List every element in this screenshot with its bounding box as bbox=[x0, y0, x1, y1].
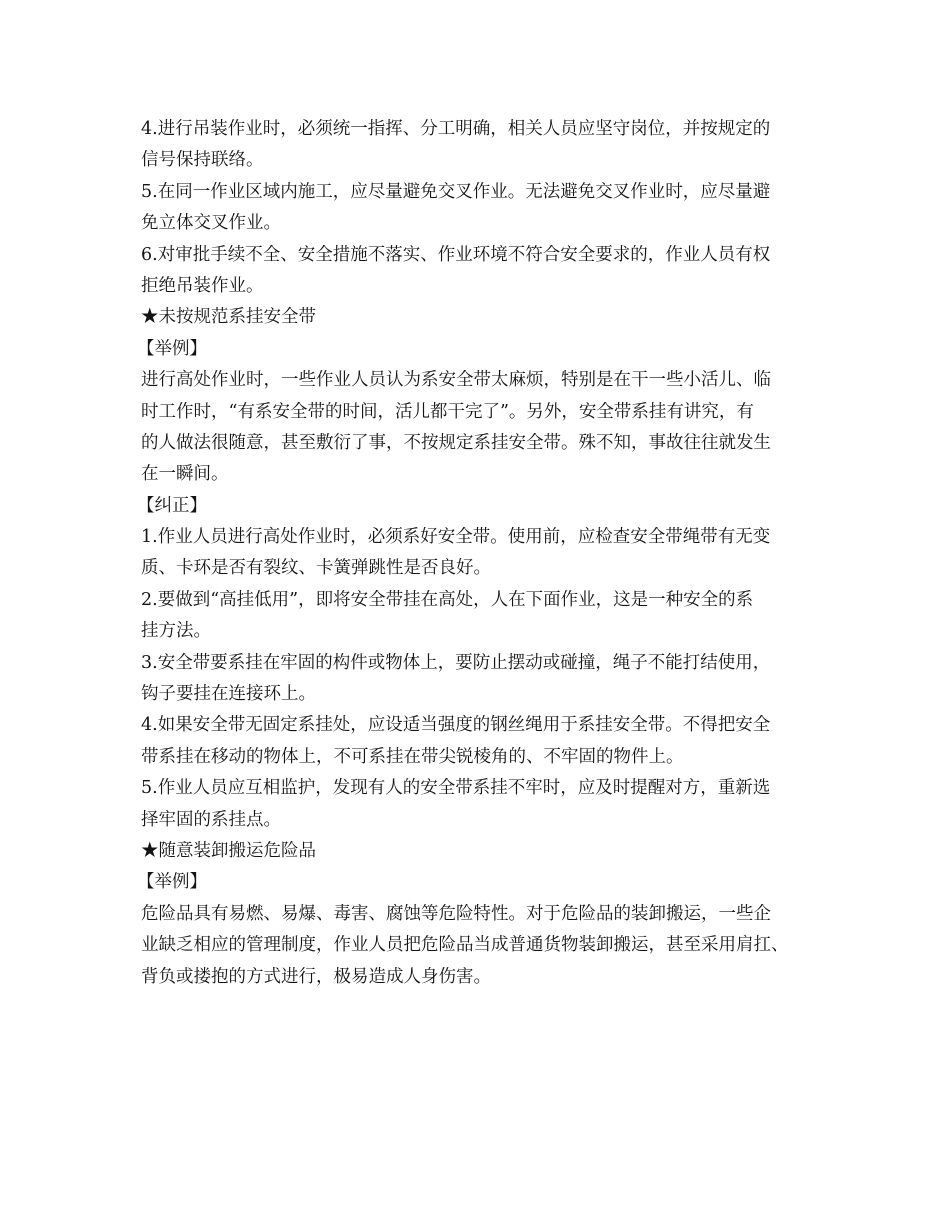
correction-label: 【纠正】 bbox=[137, 495, 207, 516]
correction-item-1 bbox=[141, 522, 821, 585]
correction-item-5-line-1: 5.作业人员应互相监护，发现有人的安全带系挂不牢时，应及时提醒对方，重新选 bbox=[141, 778, 771, 799]
paragraph-line: 时工作时，“有系安全带的时间，活儿都干完了”。另外，安全带系挂有讲究，有 bbox=[141, 401, 754, 422]
paragraph-line: 背负或搂抱的方式进行，极易造成人身伤害。 bbox=[141, 966, 491, 987]
paragraph-line: 进行高处作业时，一些作业人员认为系安全带太麻烦，特别是在干一些小活儿、临 bbox=[141, 370, 771, 391]
example-label: 【举例】 bbox=[137, 872, 207, 893]
paragraph-line: 危险品具有易燃、易爆、毒害、腐蚀等危险特性。对于危险品的装卸搬运，一些企 bbox=[141, 903, 771, 924]
lifting-item-6-line-2: 拒绝吊装作业。 bbox=[141, 275, 264, 296]
correction-item-5-line-2: 择牢固的系挂点。 bbox=[141, 809, 281, 830]
correction-item-3 bbox=[141, 648, 821, 711]
lifting-item-4-line-2: 信号保持联络。 bbox=[141, 150, 264, 171]
correction-item-3-line-1: 3.安全带要系挂在牢固的构件或物体上，要防止摆动或碰撞，绳子不能打结使用， bbox=[141, 652, 771, 673]
correction-item-2 bbox=[141, 585, 821, 648]
lifting-item-6-line-1: 6.对审批手续不全、安全措施不落实、作业环境不符合安全要求的，作业人员有权 bbox=[141, 244, 771, 265]
paragraph-line: 业缺乏相应的管理制度，作业人员把危险品当成普通货物装卸搬运，甚至采用肩扛、 bbox=[141, 935, 789, 956]
lifting-item-5-line-2: 免立体交叉作业。 bbox=[141, 213, 281, 234]
safety-belt-example-paragraph bbox=[141, 365, 821, 491]
lifting-item-5 bbox=[141, 177, 821, 240]
correction-item-2-line-2: 挂方法。 bbox=[141, 621, 211, 642]
correction-item-4 bbox=[141, 710, 821, 773]
correction-item-2-line-1: 2.要做到“高挂低用”，即将安全带挂在高处，人在下面作业，这是一种安全的系 bbox=[141, 589, 754, 610]
correction-item-1-line-1: 1.作业人员进行高处作业时，必须系好安全带。使用前，应检查安全带绳带有无变 bbox=[141, 527, 771, 548]
document-page bbox=[137, 114, 821, 993]
correction-item-3-line-2: 钩子要挂在连接环上。 bbox=[141, 684, 316, 705]
correction-item-4-line-1: 4.如果安全带无固定系挂处，应设适当强度的钢丝绳用于系挂安全带。不得把安全 bbox=[141, 715, 771, 736]
paragraph-line: 的人做法很随意，甚至敷衍了事，不按规定系挂安全带。殊不知，事故往往就发生 bbox=[141, 432, 771, 453]
lifting-item-6 bbox=[141, 240, 821, 303]
correction-item-5 bbox=[141, 773, 821, 836]
section-heading-safety-belt: ★未按规范系挂安全带 bbox=[141, 307, 316, 328]
lifting-item-5-line-1: 5.在同一作业区域内施工，应尽量避免交叉作业。无法避免交叉作业时，应尽量避 bbox=[141, 181, 771, 202]
paragraph-line: 在一瞬间。 bbox=[141, 464, 229, 485]
section-heading-hazardous-goods: ★随意装卸搬运危险品 bbox=[141, 840, 316, 861]
correction-item-1-line-2: 质、卡环是否有裂纹、卡簧弹跳性是否良好。 bbox=[141, 558, 491, 579]
hazardous-example-paragraph bbox=[141, 899, 821, 993]
lifting-item-4 bbox=[141, 114, 821, 177]
lifting-item-4-line-1: 4.进行吊装作业时，必须统一指挥、分工明确，相关人员应坚守岗位，并按规定的 bbox=[141, 119, 771, 139]
example-label: 【举例】 bbox=[137, 338, 207, 359]
correction-item-4-line-2: 带系挂在移动的物体上，不可系挂在带尖锐棱角的、不牢固的物件上。 bbox=[141, 746, 684, 767]
